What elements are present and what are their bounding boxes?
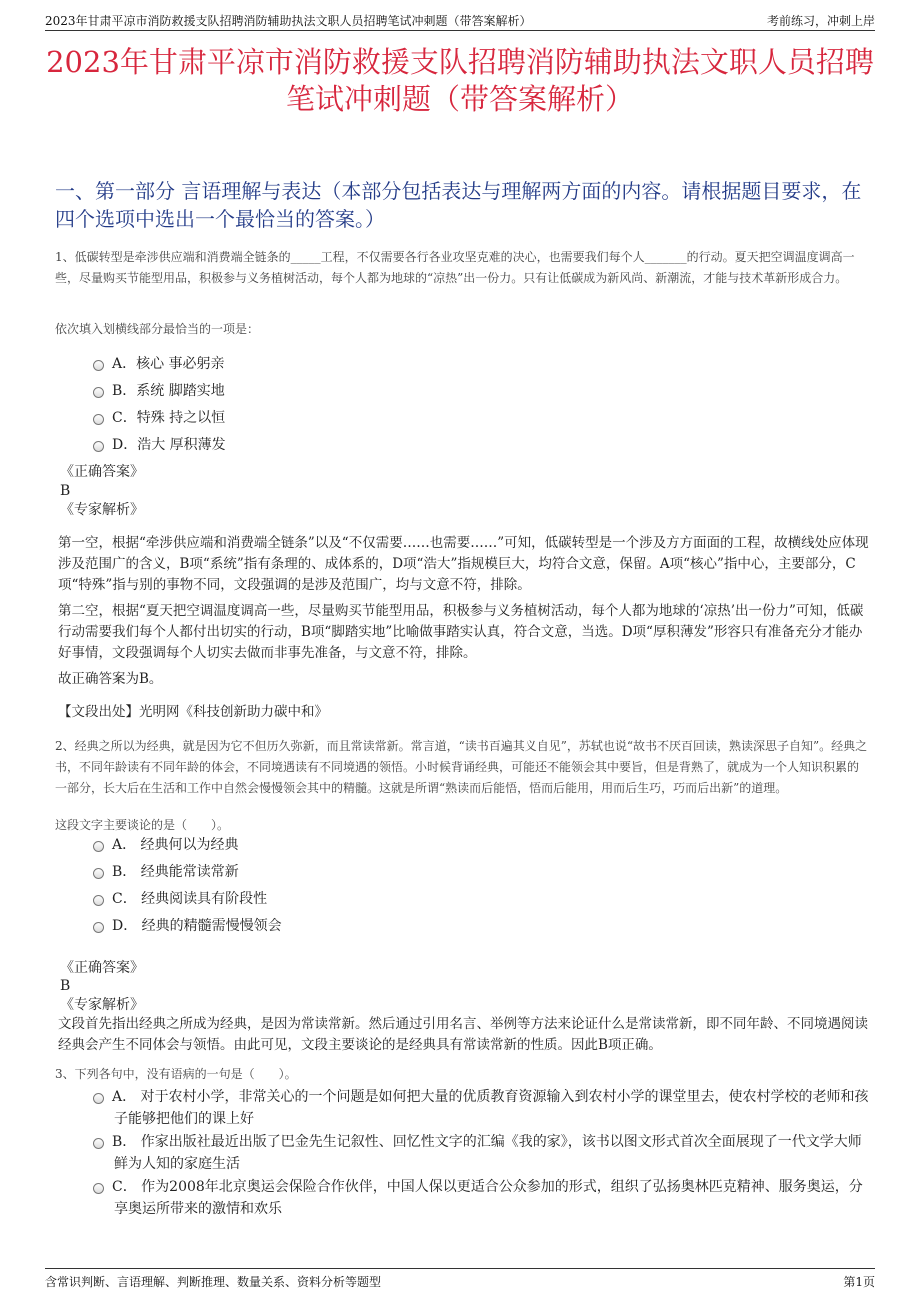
question-1-answer-label: 《正确答案》 <box>60 464 144 480</box>
question-1-prompt: 依次填入划横线部分最恰当的一项是： <box>55 322 260 336</box>
question-1-conclusion: 故正确答案为B。 <box>58 671 163 687</box>
radio-icon[interactable] <box>93 1138 104 1149</box>
question-2-option-b[interactable] <box>93 861 870 883</box>
question-2-answer: B <box>60 978 71 994</box>
option-label: A．核心 事必躬亲 <box>112 356 225 372</box>
option-label: D． 经典的精髓需慢慢领会 <box>112 918 282 934</box>
question-2-option-d[interactable] <box>93 915 870 937</box>
radio-icon[interactable] <box>93 841 104 852</box>
question-2-option-a[interactable] <box>93 834 870 856</box>
question-2-analysis-label: 《专家解析》 <box>60 997 144 1013</box>
question-1-answer: B <box>60 483 71 499</box>
question-1-analysis-paragraph-2: 第二空，根据“夏天把空调温度调高一些，尽量购买节能型用品，积极参与义务植树活动，每个人都为地球的‘凉热’出一份力”可知，低碳行动需要我们每个人都付出切实的行动，B项“脚踏实地”比喻做事踏实认真，符合文意，当选。D项“厚积薄发”形容只有准备充分才能办好事情，文段强调每个人切实去做而非事先准备，与文意不符，排除。 <box>58 603 864 661</box>
header-right-text: 考前练习，冲刺上岸 <box>766 14 875 28</box>
radio-icon[interactable] <box>93 1093 104 1104</box>
question-1-option-c[interactable] <box>93 407 870 429</box>
question-1-analysis-paragraph-1: 第一空，根据“牵涉供应端和消费端全链条”以及“不仅需要……也需要……”可知，低碳转型是一个涉及方方面面的工程，故横线处应体现涉及范围广的含义，B项“系统”指有条理的、成体系的，D项“浩大”指规模巨大，均符合文意，保留。A项“核心”指中心，主要部分，C项“特殊”指与别的事物不同，文段强调的是涉及范围广，均与文意不符，排除。 <box>58 535 869 593</box>
option-label: D．浩大 厚积薄发 <box>112 437 226 453</box>
option-label: C．特殊 持之以恒 <box>112 410 226 426</box>
question-3-option-c[interactable] <box>93 1176 870 1220</box>
question-1-option-d[interactable] <box>93 434 870 456</box>
question-2-stem: 2、经典之所以为经典，就是因为它不但历久弥新，而且常读常新。常言道，“读书百遍其义自见”，苏轼也说“故书不厌百回读，熟读深思子自知”。经典之书，不同年龄读有不同年龄的体会，不同境遇读有不同境遇的领悟。小时候背诵经典，可能还不能领会其中要旨，但是背熟了，就成为一个人知识积累的一部分，长大后在生活和工作中自然会慢慢领会其中的精髓。这就是所谓“熟读而后能悟，悟而后能用，用而后生巧，巧而后出新”的道理。 <box>55 739 868 795</box>
option-label: A． 经典何以为经典 <box>112 837 239 853</box>
radio-icon[interactable] <box>93 387 104 398</box>
option-label: B． 作家出版社最近出版了巴金先生记叙性、回忆性文字的汇编《我的家》，该书以图文形式首次全面展现了一代文学大师鲜为人知的家庭生活 <box>112 1134 862 1172</box>
radio-icon[interactable] <box>93 922 104 933</box>
option-label: B． 经典能常读常新 <box>112 864 239 880</box>
question-3-stem: 3、下列各句中，没有语病的一句是（ ）。 <box>55 1067 297 1081</box>
option-label: B．系统 脚踏实地 <box>112 383 225 399</box>
option-label: A． 对于农村小学，非常关心的一个问题是如何把大量的优质教育资源输入到农村小学的课堂里去，使农村学校的老师和孩子能够把他们的课上好 <box>112 1089 869 1127</box>
question-2-answer-label: 《正确答案》 <box>60 960 144 976</box>
document-title: 2023年甘肃平凉市消防救援支队招聘消防辅助执法文职人员招聘笔试冲刺题（带答案解析） <box>46 45 874 116</box>
radio-icon[interactable] <box>93 1183 104 1194</box>
question-1-analysis-label: 《专家解析》 <box>60 502 144 518</box>
radio-icon[interactable] <box>93 360 104 371</box>
footer-left-text: 含常识判断、言语理解、判断推理、数量关系、资料分析等题型 <box>45 1275 382 1289</box>
radio-icon[interactable] <box>93 895 104 906</box>
radio-icon[interactable] <box>93 414 104 425</box>
question-3-option-a[interactable] <box>93 1086 870 1130</box>
page-number: 第1页 <box>843 1275 875 1289</box>
header-left-text: 2023年甘肃平凉市消防救援支队招聘消防辅助执法文职人员招聘笔试冲刺题（带答案解析） <box>45 14 532 28</box>
question-1-source: 【文段出处】光明网《科技创新助力碳中和》 <box>58 704 328 720</box>
running-header <box>45 10 875 31</box>
question-2-analysis: 文段首先指出经典之所成为经典，是因为常读常新。然后通过引用名言、举例等方法来论证什么是常读常新，即不同年龄、不同境遇阅读经典会产生不同体会与领悟。由此可见，文段主要谈论的是经典具有常读常新的性质。因此B项正确。 <box>58 1016 868 1053</box>
running-footer <box>45 1268 875 1291</box>
question-1-option-a[interactable] <box>93 353 870 375</box>
question-3-option-b[interactable] <box>93 1131 870 1175</box>
question-2-option-c[interactable] <box>93 888 870 910</box>
question-1-stem: 1、低碳转型是牵涉供应端和消费端全链条的_____工程，不仅需要各行各业攻坚克难的决心，也需要我们每个人_______的行动。夏天把空调温度调高一些，尽量购买节能型用品，积极参与义务植树活动，每个人都为地球的“凉热”出一份力。只有让低碳成为新风尚、新潮流，才能与技术革新形成合力。 <box>55 250 855 285</box>
question-1-option-b[interactable] <box>93 380 870 402</box>
radio-icon[interactable] <box>93 441 104 452</box>
section-heading: 一、第一部分 言语理解与表达（本部分包括表达与理解两方面的内容。请根据题目要求，在四个选项中选出一个最恰当的答案。） <box>55 179 862 231</box>
radio-icon[interactable] <box>93 868 104 879</box>
question-2-prompt: 这段文字主要谈论的是（ ）。 <box>55 818 230 832</box>
option-label: C． 作为2008年北京奥运会保险合作伙伴，中国人保以更适合公众参加的形式，组织了弘扬奥林匹克精神、服务奥运，分享奥运所带来的激情和欢乐 <box>112 1179 863 1217</box>
option-label: C． 经典阅读具有阶段性 <box>112 891 268 907</box>
